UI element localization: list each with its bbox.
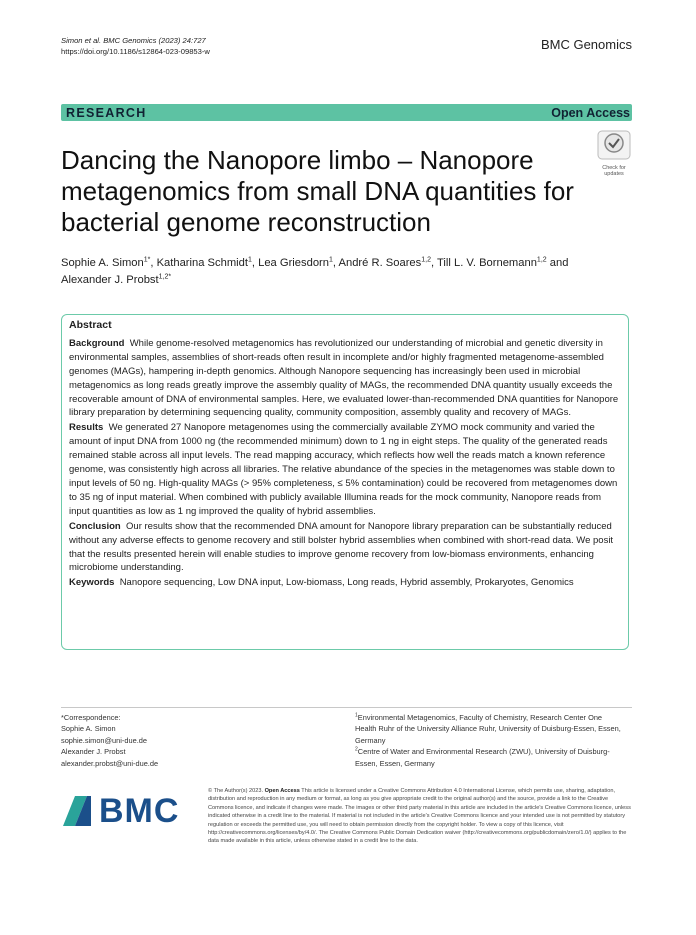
- background-label: Background: [69, 337, 125, 349]
- results-label: Results: [69, 422, 104, 434]
- author-affiliation-sup: 1,2: [536, 256, 547, 264]
- correspondence-email[interactable]: alexander.probst@uni-due.de: [61, 758, 159, 768]
- affiliation-number: 2: [355, 746, 358, 753]
- affiliation-text: Centre of Water and Environmental Research (ZWU), University of Duisburg-Essen, Essen, Germany: [355, 747, 610, 768]
- affiliation-item: [355, 712, 625, 746]
- correspondence-name: Sophie A. Simon: [61, 724, 116, 734]
- license-lead: © The Author(s) 2023.: [208, 788, 264, 794]
- abstract-keywords: [69, 576, 622, 590]
- abstract-conclusion: [69, 520, 622, 576]
- author-name: Alexander J. Probst: [61, 274, 159, 286]
- abstract-background: [69, 337, 622, 420]
- license-open-access: Open Access: [264, 788, 300, 794]
- crossmark-line2: updates: [604, 171, 624, 177]
- author-affiliation-sup: 1,2: [421, 256, 431, 264]
- article-type-band: [61, 104, 632, 121]
- doi-link[interactable]: https://doi.org/10.1186/s12864-023-09853-w: [61, 47, 210, 56]
- article-title: Dancing the Nanopore limbo – Nanopore metagenomics from small DNA quantities for bacterial genome reconstruction: [61, 145, 574, 237]
- crossmark-line1: Check for: [602, 165, 626, 171]
- affiliations-block: [355, 712, 625, 769]
- keywords-label: Keywords: [69, 577, 115, 589]
- author-name: André R. Soares: [338, 257, 422, 269]
- background-text: While genome-resolved metagenomics has revolutionized our understanding of microbial and genetic diversity in environmental samples, assemblies of short-reads often result in incomplete and/or highly fragmented metagenome-assembled genomes (MAGs), hampering in-depth genomics. Although Nanopore sequencing has increasingly been used in microbial metagenomics as long reads greatly improve the assembly quality of MAGs, the recommended DNA quantity usually exceeds the recoverable amount of DNA of environmental samples. Here, we evaluated lower-than-recommended DNA quantities for Nanopore library preparation by determining sequencing quality, community composition, assembly quality and recovery of MAGs.: [69, 337, 619, 419]
- crossmark-icon: [597, 130, 631, 160]
- footer-divider: [61, 707, 632, 708]
- journal-name: BMC Genomics: [540, 37, 632, 52]
- author-affiliation-sup: 1,2*: [158, 273, 172, 281]
- affiliation-number: 1: [355, 712, 358, 719]
- abstract-results: [69, 421, 622, 518]
- affiliation-text: Environmental Metagenomics, Faculty of Chemistry, Research Center One Health Ruhr of the University Alliance Ruhr, University of Duisburg-Essen, Essen, Germany: [355, 713, 621, 745]
- affiliation-item: [355, 746, 625, 769]
- correspondence-name: Alexander J. Probst: [61, 747, 126, 757]
- results-text: We generated 27 Nanopore metagenomes using the commercially available ZYMO mock community and varied the amount of input DNA from 1000 ng (the recommended minimum) down to 1 ng in eight steps. The quality of the generated reads remained stable across all input levels. The read mapping accuracy, which reflects how well the reads match a known reference genome, was consistently high across all libraries. The relative abundance of the species in the metagenomes was stable down to input levels of 50 ng. High-quality MAGs (> 95% completeness, ≤ 5% contamination) could be recovered from metagenomes down to 35 ng of input material. When combined with publicly available Illumina reads for the mock community, Nanopore reads from input quantities as low as 1 ng improved the quality of hybrid assemblies.: [69, 422, 618, 517]
- author-name: Till L. V. Bornemann: [437, 257, 537, 269]
- correspondence-email[interactable]: sophie.simon@uni-due.de: [61, 735, 147, 745]
- license-text: [208, 787, 632, 846]
- abstract-heading: Abstract: [69, 319, 112, 331]
- author-affiliation-sup: 1: [247, 256, 252, 264]
- author-name: Lea Griesdorn: [258, 257, 330, 269]
- citation-line: Simon et al. BMC Genomics (2023) 24:727: [61, 36, 206, 45]
- conclusion-text: Our results show that the recommended DNA amount for Nanopore library preparation can be substantially reduced without any adverse effects to genome recovery and still bolster hybrid assemblies when combined with short-read data. We posit that the results presented herein will enable studies to improve genome recovery from low-biomass environments, enhancing microbiome understanding.: [69, 520, 614, 574]
- bmc-logo-text: BMC: [99, 792, 180, 830]
- abstract: [69, 319, 622, 591]
- conclusion-label: Conclusion: [69, 520, 121, 532]
- keywords-text: Nanopore sequencing, Low DNA input, Low-biomass, Long reads, Hybrid assembly, Prokaryotes, Genomics: [119, 577, 574, 589]
- author-affiliation-sup: 1*: [143, 256, 151, 264]
- check-for-updates-badge[interactable]: [597, 130, 631, 177]
- author-affiliation-sup: 1: [329, 256, 333, 264]
- license-body: This article is licensed under a Creative Commons Attribution 4.0 International License, which permits use, sharing, adaptation, distribution and reproduction in any medium or format, as long as you give appropriate credit to the original author(s) and the source, provide a link to the Creative Commons licence, and indicate if changes were made. The images or other third party material in this article are included in the article's Creative Commons licence, unless indicated otherwise in a credit line to the material. If material is not included in the article's Creative Commons licence and your intended use is not permitted by statutory regulation or exceeds the permitted use, you will need to obtain permission directly from the copyright holder. To view a copy of this licence, visit http://creativecommons.org/licenses/by/4.0/. The Creative Commons Public Domain Dedication waiver (http://creativecommons.org/publicdomain/zero/1.0/) applies to the data made available in this article, unless otherwise stated in a credit line to the data.: [208, 788, 631, 845]
- author-list: Sophie A. Simon$^{1*}$, Katharina Schmidt$^1$, Lea Griesdorn$^1$, André R. Soares$^{1,2}$, Till L. V. Bornemann$^{1,2}$ and Alexander J. Probst$^{1,2*}$: [61, 256, 569, 286]
- author-name: Sophie A. Simon: [61, 257, 144, 269]
- bmc-logo: [61, 790, 191, 832]
- correspondence-label: *Correspondence:: [61, 713, 121, 722]
- open-access-label: Open Access: [551, 106, 630, 120]
- correspondence-block: [61, 712, 311, 769]
- author-name: Katharina Schmidt: [156, 257, 248, 269]
- article-type-label: RESEARCH: [66, 106, 147, 120]
